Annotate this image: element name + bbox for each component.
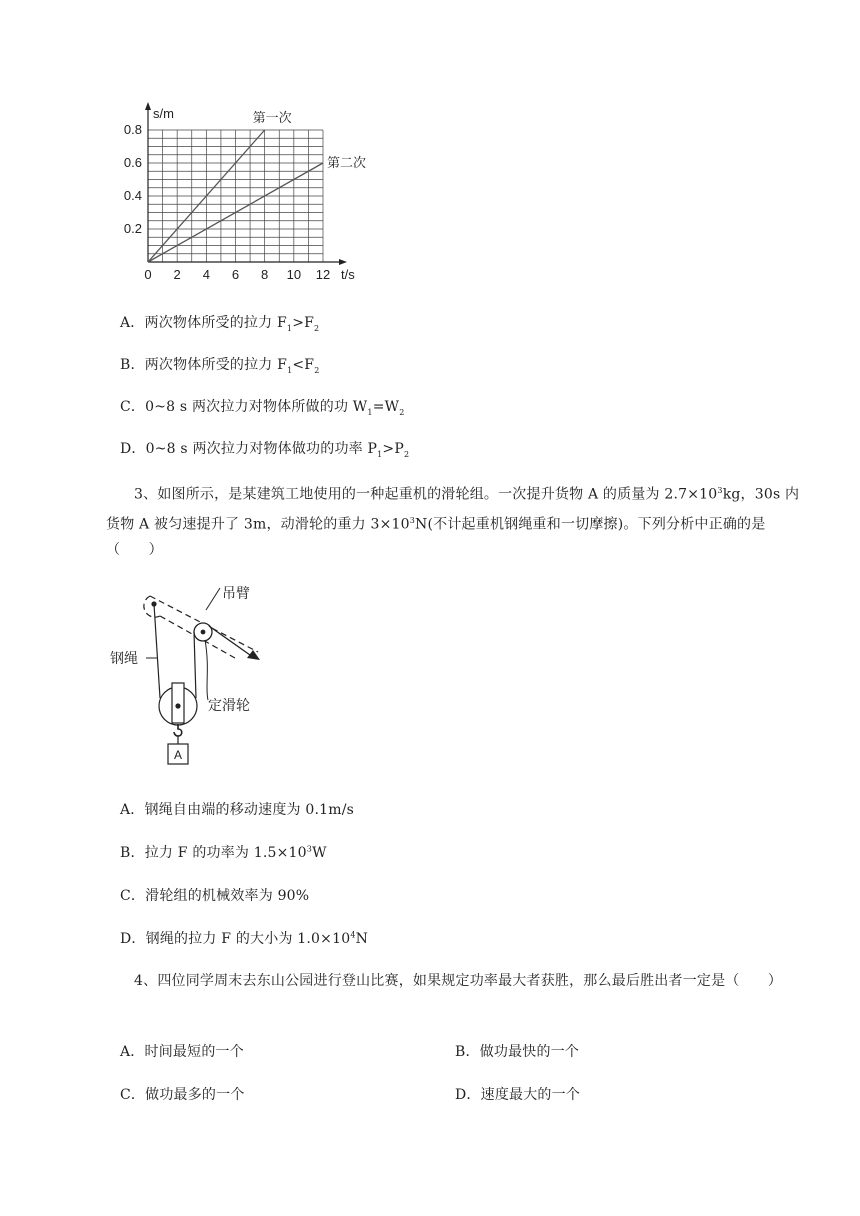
q4-number: 4、 (134, 973, 158, 989)
x-axis-label: t/s (341, 267, 355, 282)
x-tick-label: 2 (173, 267, 181, 282)
q2-option-a: A．两次物体所受的拉力 $F_1>F_2$ (120, 315, 320, 333)
y-tick-label: 0.8 (123, 122, 142, 137)
x-tick-label: 6 (231, 267, 240, 282)
crane-pulley-figure (110, 578, 280, 768)
q3-option-c: C．滑轮组的机械效率为 90% (120, 888, 310, 904)
series-label: 第一次 (252, 110, 292, 125)
chart-axes (145, 102, 347, 265)
boom-leader (206, 588, 220, 610)
q4-stem: 4、四位同学周末去东山公园进行登山比赛，如果规定功率最大者获胜，那么最后胜出者一定是（ ） (134, 973, 783, 989)
x-tick-label: 0 (144, 267, 152, 282)
hook (174, 724, 182, 736)
distance-time-chart (110, 98, 390, 290)
q3-option-d: D．钢绳的拉力 F 的大小为 $1.0\times 10^4N$ (120, 930, 369, 947)
rope-label: 钢绳 (110, 650, 138, 666)
series-label: 第二次 (327, 155, 367, 170)
x-tick-label: 10 (286, 267, 302, 282)
q2-option-c: C．0~8 s 两次拉力对物体所做的功 $W_1=W_2$ (120, 399, 405, 417)
q3-option-b: B．拉力 F 的功率为 $1.5\times 10^3W$ (120, 844, 327, 861)
q3-number: 3、 (134, 486, 158, 503)
x-axis-arrow (339, 259, 347, 265)
q3-option-a: A．钢绳自由端的移动速度为 0.1m/s (120, 802, 355, 818)
cargo-label: A (173, 748, 183, 762)
y-axis-label: s/m (153, 106, 174, 121)
rope-to-drum (209, 626, 250, 655)
y-tick-label: 0.2 (123, 221, 142, 236)
q3-stem: 3、如图所示，是某建筑工地使用的一种起重机的滑轮组。一次提升货物 A 的质量为 $2.7\times 10^3kg$，30s 内货物 A 被匀速提升了 3m，动滑轮的重力 $3\times 10^3N$(不计起重机钢绳重和一切摩擦)。下列分析中正确的是（ ） (106, 486, 800, 559)
q4-option-b: B．做功最快的一个 (455, 1044, 580, 1060)
x-tick-label: 4 (202, 267, 210, 282)
x-tick-label: 12 (315, 267, 331, 282)
chart-grid (148, 130, 323, 262)
fixed-pulley-label: 定滑轮 (208, 697, 250, 713)
x-tick-label: 8 (261, 267, 269, 282)
y-axis-arrow (145, 102, 151, 110)
q2-option-b: B．两次物体所受的拉力 $F_1<F_2$ (120, 357, 320, 375)
q4-option-c: C．做功最多的一个 (120, 1087, 245, 1103)
q2-option-d: D．0~8 s 两次拉力对物体做功的功率 $P_1>P_2$ (120, 441, 410, 459)
y-tick-label: 0.4 (123, 188, 142, 203)
y-tick-label: 0.6 (123, 155, 142, 170)
q4-option-d: D．速度最大的一个 (455, 1087, 581, 1103)
q4-option-a: A．时间最短的一个 (120, 1044, 244, 1060)
boom-label: 吊臂 (222, 585, 250, 601)
